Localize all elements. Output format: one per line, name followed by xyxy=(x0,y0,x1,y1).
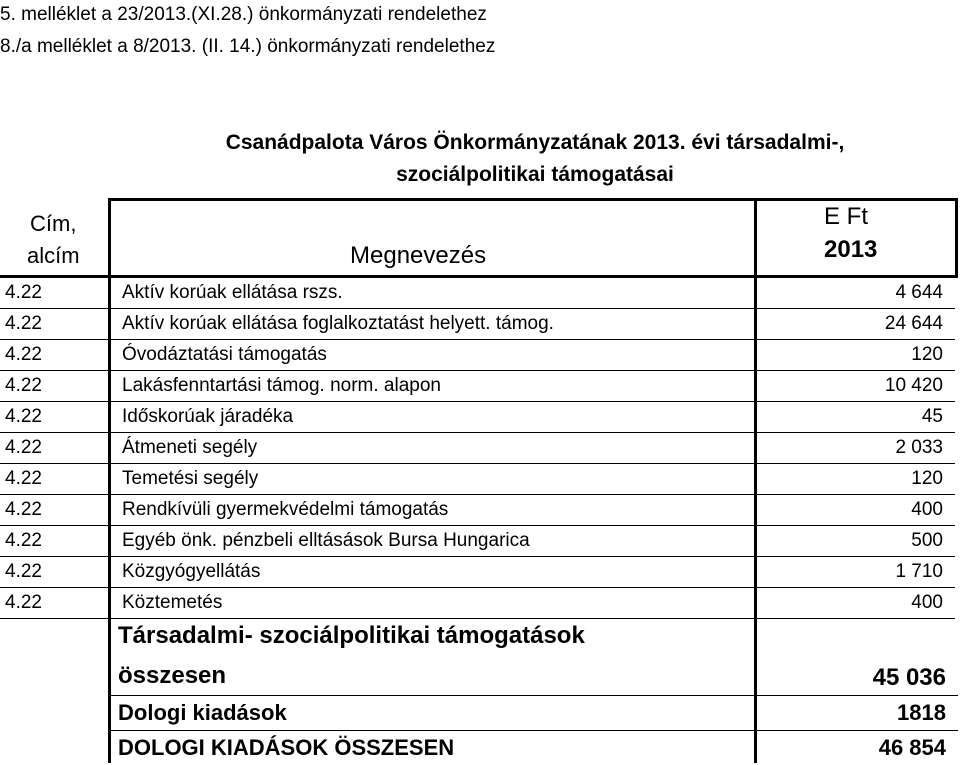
support-table xyxy=(0,278,955,619)
row-value: 2 033 xyxy=(743,433,955,464)
row-value: 24 644 xyxy=(743,309,955,340)
row-code: 4.22 xyxy=(0,433,113,464)
row-value: 45 xyxy=(743,402,955,433)
material-costs-value: 1818 xyxy=(897,700,946,725)
row-value: 500 xyxy=(743,526,955,557)
row-code: 4.22 xyxy=(0,402,113,433)
row-name: Aktív korúak ellátása foglalkoztatást helyett. támog. xyxy=(113,309,743,340)
social-total-value: 45 036 xyxy=(872,664,946,691)
table-row xyxy=(0,278,955,309)
name-column-heading: Megnevezés xyxy=(350,242,487,269)
row-code: 4.22 xyxy=(0,309,113,340)
social-total-label: Társadalmi- szociálpolitikai támogatások xyxy=(118,622,585,649)
row-value: 4 644 xyxy=(743,278,955,309)
row-name: Lakásfenntartási támog. norm. alapon xyxy=(113,371,743,402)
row-code: 4.22 xyxy=(0,278,113,309)
grand-total-label: DOLOGI KIADÁSOK ÖSSZESEN xyxy=(118,735,455,760)
table-right-border xyxy=(955,198,958,278)
row-value: 400 xyxy=(743,588,955,619)
row-value: 1 710 xyxy=(743,557,955,588)
table-row xyxy=(0,464,955,495)
row-code: 4.22 xyxy=(0,464,113,495)
row-name: Időskorúak járadéka xyxy=(113,402,743,433)
row-name: Temetési segély xyxy=(113,464,743,495)
code-column-heading: Cím, xyxy=(30,211,77,236)
row-name: Óvodáztatási támogatás xyxy=(113,340,743,371)
row-code: 4.22 xyxy=(0,340,113,371)
social-total-bottom-border xyxy=(108,695,958,696)
header-line-1: 5. melléklet a 23/2013.(XI.28.) önkormányzati rendelethez xyxy=(0,4,487,25)
table-row xyxy=(0,371,955,402)
row-value: 120 xyxy=(743,464,955,495)
document-title-line-2: szociálpolitikai támogatásai xyxy=(396,163,674,186)
row-value: 120 xyxy=(743,340,955,371)
row-value: 10 420 xyxy=(743,371,955,402)
unit-heading: E Ft xyxy=(824,203,869,230)
table-top-border xyxy=(110,198,958,201)
table-row xyxy=(0,309,955,340)
row-name: Átmeneti segély xyxy=(113,433,743,464)
row-code: 4.22 xyxy=(0,526,113,557)
row-name: Aktív korúak ellátása rszs. xyxy=(113,278,743,309)
grand-total-value: 46 854 xyxy=(878,735,946,760)
table-row xyxy=(0,402,955,433)
code-column-heading-sub: alcím xyxy=(27,243,80,268)
table-row xyxy=(0,340,955,371)
row-name: Közgyógyellátás xyxy=(113,557,743,588)
table-row xyxy=(0,557,955,588)
row-name: Köztemetés xyxy=(113,588,743,619)
social-total-label-sub: összesen xyxy=(118,662,227,689)
row-name: Rendkívüli gyermekvédelmi támogatás xyxy=(113,495,743,526)
table-row xyxy=(0,526,955,557)
row-code: 4.22 xyxy=(0,557,113,588)
table-row xyxy=(0,588,955,619)
document-title-line-1: Csanádpalota Város Önkormányzatának 2013. évi társadalmi-, xyxy=(225,131,845,154)
row-code: 4.22 xyxy=(0,588,113,619)
row-name: Egyéb önk. pénzbeli elltásások Bursa Hungarica xyxy=(113,526,743,557)
year-heading: 2013 xyxy=(824,236,878,263)
material-costs-label: Dologi kiadások xyxy=(118,700,287,725)
row-value: 400 xyxy=(743,495,955,526)
material-costs-bottom-border xyxy=(108,730,958,731)
table-row xyxy=(0,433,955,464)
table-row xyxy=(0,495,955,526)
row-code: 4.22 xyxy=(0,371,113,402)
header-line-2: 8./a melléklet a 8/2013. (II. 14.) önkormányzati rendelethez xyxy=(0,36,496,57)
row-code: 4.22 xyxy=(0,495,113,526)
